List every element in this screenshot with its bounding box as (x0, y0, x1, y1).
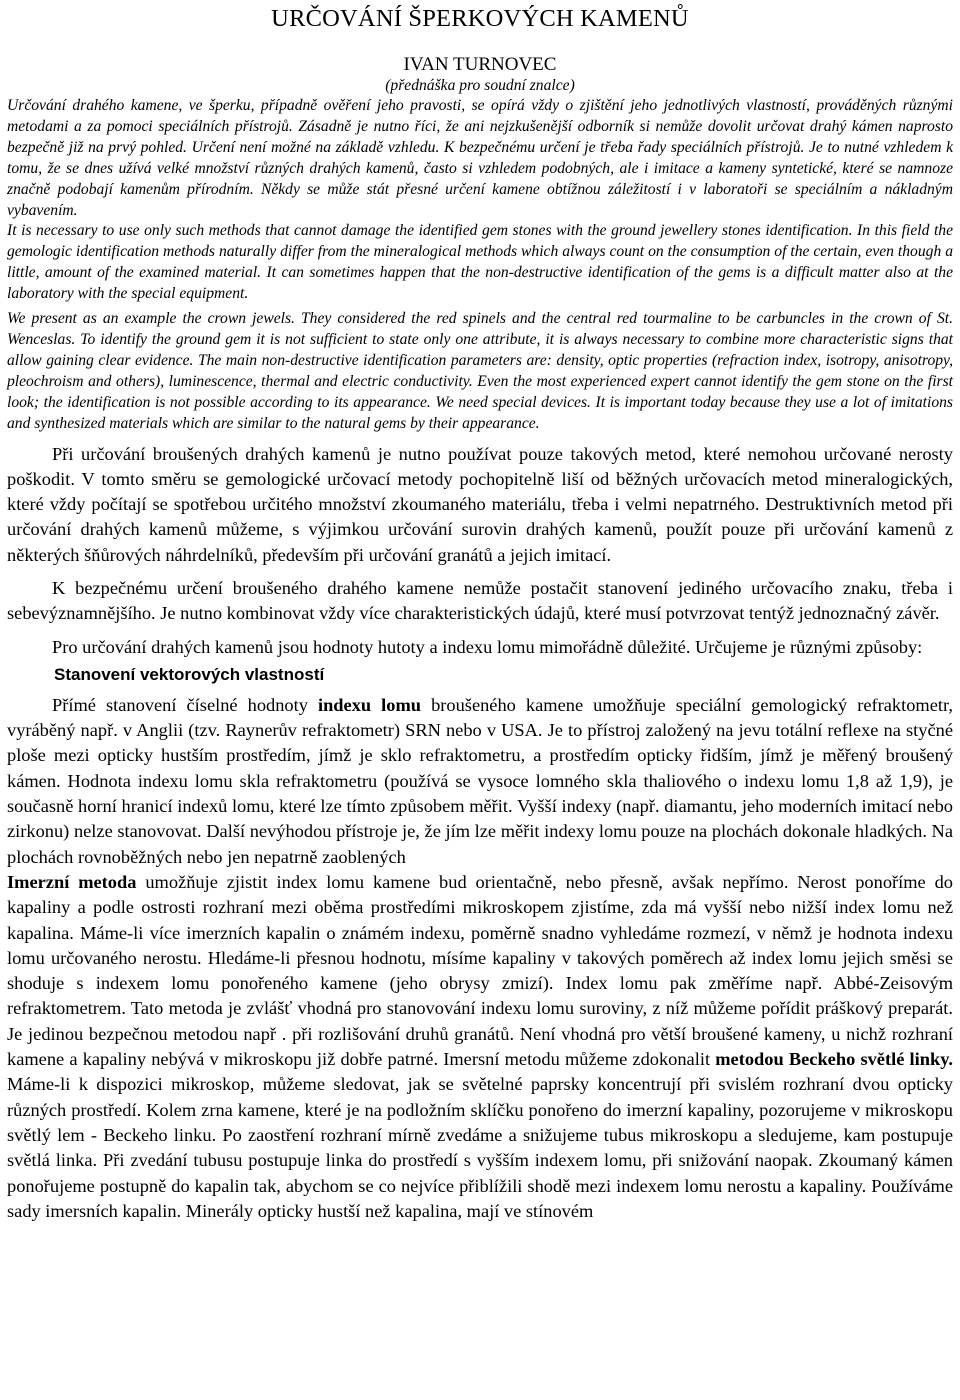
paragraph-methods: Při určování broušených drahých kamenů je nutno používat pouze takových metod, které nemohou určované nerosty poškodit. V tomto směru se gemologické určovací metody pochopitelně liší od běžných určovacích metod mineralogických, které vždy počítají se spotřebou určitého množství zkoumaného materiálu, třeba i velmi nepatrného. Destruktivních metod při určování drahých kamenů můžeme, s výjimkou určování surovin drahých kamenů, použít pouze při určování kamenů z některých šňůrových náhrdelníků, především při určování granátů a jejich imitací. (7, 443, 953, 565)
abstract-czech: Určování drahého kamene, ve šperku, případně ověření jeho pravosti, se opírá vždy o zjištění jeho jednotlivých vlastností, prováděných různými metodami a za pomoci speciálních přístrojů. Zásadně je nutno říci, že ani nejzkušenější odborník si nemůže dovolit určovat drahý kámen naprosto bezpečně již na prvý pohled. Určení není možné na základě vzhledu. K bezpečnému určení je třeba řady speciálních přístrojů. Je to nutné vzhledem k tomu, že se dnes užívá velké množství různých drahých kamenů, často si vzhledem podobných, ale i imitace a kameny syntetické, které se namnoze značně podobají kamenům přírodním. Někdy se může stát přesné určení kamene obtížnou záležitostí i v laboratoři se speciálním a nákladným vybavením. (7, 97, 953, 219)
abstract-english-2: We present as an example the crown jewels. They considered the red spinels and the central red tourmaline to be carbuncles in the crown of St. Wenceslas. To identify the ground gem it is not sufficient to state only one attribute, it is always necessary to combine more characteristic signs that allow gaining clear evidence. The main non-destructive identification parameters are: density, optic properties (refraction index, isotropy, anisotropy, pleochroism and others), luminescence, thermal and electric conductivity. Even the most experienced expert cannot identify the gem stone on the first look; the identification is not possible according to its appearance. We need special devices. It is important today because they use a lot of imitations and synthesized materials which are similar to the natural gems by their appearance. (7, 310, 953, 432)
document-title: URČOVÁNÍ ŠPERKOVÝCH KAMENŮ (271, 5, 689, 32)
text-run: umožňuje zjistit index lomu kamene bud orientačně, nebo přesně, avšak nepřímo. Nerost ponoříme do kapaliny a podle ostrosti rozhraní mezi oběma prostředími mikroskopem zjistíme, zda má vyšší nebo nižší index lomu než kapalina. Máme-li více imerzních kapalin o známém indexu, poměrně snadno vyhledáme rozmezí, v němž je hodnota indexu lomu určovaného nerostu. Hledáme-li přesnou hodnotu, mísíme kapaliny v takových poměrech až index lomu jejich směsi se shoduje s indexem lomu ponořeného kamene (jeho obrysy zmizí). Index lomu pak změříme např. Abbé-Zeisovým refraktometrem. Tato metoda je zvlášť vhodná pro stanovování indexu lomu suroviny, z níž můžeme pořídit práškový preparát. Je jedinou bezpečnou metodou např . při rozlišování druhů granátů. Není vhodná pro větší broušené kameny, u nichž rozhraní kamene a kapaliny nebývá v mikroskopu již dobře patrné. Imersní metodu můžeme zdokonalit (7, 871, 954, 1070)
author-name: IVAN TURNOVEC (403, 54, 557, 75)
text-run: Máme-li k dispozici mikroskop, můžeme sledovat, jak se světelné paprsky koncentrují při svislém rozhraní dvou opticky různých prostředí. Kolem zrna kamene, které je na podložním sklíčku ponořeno do imerzní kapaliny, pozorujeme v mikroskopu světlý lem - Beckeho linku. Po zaostření rozhraní mírně zvedáme a snižujeme tubus mikroskopu a sledujeme, kam postupuje světlá linka. Při zvedání tubusu postupuje linka do prostředí s vyšším indexem lomu, při snižování naopak. Zkoumaný kámen ponořujeme postupně do kapalin tak, abychom se co nejvíce přiblížili shodě mezi indexem lomu nerostu a kapaliny. Používáme sady imersních kapalin. Minerály opticky hustší než kapalina, mají ve stínovém (7, 1074, 953, 1221)
section-heading: Stanovení vektorových vlastností (54, 664, 325, 684)
term-becke-line: metodou Beckeho světlé linky. (715, 1049, 953, 1070)
paragraph-immersion (7, 870, 953, 1224)
text-run: broušeného kamene umožňuje speciální gemologický refraktometr, vyráběný např. v Anglii (tzv. Raynerův refraktometr) SRN nebo v USA. Je to přístroj založený na jevu totální reflexe na styčné ploše mezi opticky hustším prostředím, jímž je sklo refraktometru, a prostředím opticky řidším, jímž je měřený broušený kámen. Hodnota indexu lomu skla refraktometru (používá se vysoce lomného skla thaliového o indexu lomu 1,8 až 1,9), je současně horní hranicí indexů lomu, které lze tímto způsobem měřit. Vyšší indexy (např. diamantu, jeho moderních imitací nebo zirkonu) nelze stanovovat. Další nevýhodou přístroje je, že jím lze měřit indexy lomu pouze na plochách dokonale hladkých. Na plochách rovnoběžných nebo jen nepatrně zaoblených (7, 694, 953, 867)
paragraph-refractometer (7, 693, 953, 870)
paragraph-identification: K bezpečnému určení broušeného drahého kamene nemůže postačit stanovení jediného určovacího znaku, třeba i sebevýznamnějšího. Je nutno kombinovat vždy více charakteristických údajů, které musí potvrzovat tentýž jednoznačný závěr. (7, 577, 953, 624)
term-refraction-index: indexu lomu (317, 694, 422, 715)
paragraph-refraction: Pro určování drahých kamenů jsou hodnoty hutoty a indexu lomu mimořádně důležité. Určujeme je různými způsoby: (52, 636, 923, 657)
term-immersion-method: Imerzní metoda (7, 871, 137, 892)
text-run: Přímé stanovení číselné hodnoty (52, 694, 318, 715)
abstract-english-1: It is necessary to use only such methods that cannot damage the identified gem stones with the ground jewellery stones identification. In this field the gemologic identification methods naturally differ from the mineralogical methods which always count on the consumption of the certain, even though a little, amount of the examined material. It can sometimes happen that the non-destructive identification of the gems is a difficult matter also at the laboratory with the special equipment. (7, 222, 953, 303)
document-subtitle: (přednáška pro soudní znalce) (385, 77, 575, 94)
